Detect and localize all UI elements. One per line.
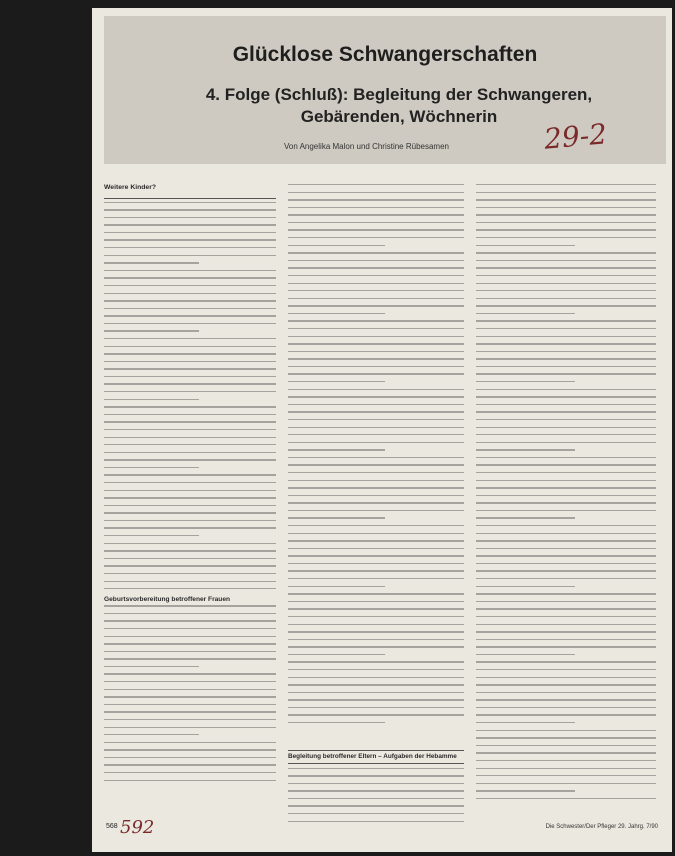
text-line [104, 605, 276, 606]
text-line [476, 404, 656, 405]
text-line [476, 517, 575, 518]
text-line [104, 474, 276, 475]
text-line [476, 707, 656, 708]
text-line [288, 586, 385, 587]
text-line [288, 320, 464, 321]
text-line [104, 399, 199, 400]
text-line [288, 389, 464, 390]
text-line [288, 229, 464, 230]
text-line [476, 548, 656, 549]
text-line [288, 464, 464, 465]
text-line [476, 336, 656, 337]
text-line [104, 628, 276, 629]
text-line [476, 578, 656, 579]
text-line [288, 419, 464, 420]
page-number: 568 [106, 823, 118, 830]
text-line [288, 798, 464, 799]
text-line [288, 631, 464, 632]
text-line [476, 783, 656, 784]
text-line [476, 631, 656, 632]
text-line [104, 270, 276, 271]
text-line [288, 540, 464, 541]
text-line [104, 535, 199, 536]
text-line [104, 573, 276, 574]
text-line [104, 742, 276, 743]
text-line [104, 636, 276, 637]
text-line [104, 505, 276, 506]
text-line [104, 308, 276, 309]
column-2-box-heading: Begleitung betroffener Eltern – Aufgaben der Hebamme [288, 750, 464, 764]
text-line [104, 543, 276, 544]
text-line [476, 457, 656, 458]
text-line [476, 714, 656, 715]
text-line [476, 677, 656, 678]
text-line [288, 373, 464, 374]
text-line [476, 730, 656, 731]
text-line [104, 658, 276, 659]
text-line [104, 421, 276, 422]
text-line [288, 768, 464, 769]
text-line [104, 613, 276, 614]
text-line [476, 442, 656, 443]
text-line [288, 525, 464, 526]
column-1 [104, 184, 276, 787]
text-line [288, 813, 464, 814]
text-line [288, 381, 385, 382]
handwritten-page-number: 592 [120, 817, 155, 838]
text-line [476, 267, 656, 268]
text-line [288, 722, 385, 723]
text-line [288, 639, 464, 640]
text-line [288, 275, 464, 276]
text-line [104, 437, 276, 438]
text-line [104, 277, 276, 278]
text-line [476, 661, 656, 662]
text-line [288, 336, 464, 337]
column-1-text-block [104, 202, 276, 590]
divider [104, 198, 276, 199]
text-line [476, 411, 656, 412]
page-title: Glücklose Schwangerschaften [232, 43, 538, 66]
text-line [476, 646, 656, 647]
text-line [104, 330, 199, 331]
text-line [288, 677, 464, 678]
document-page [92, 8, 672, 852]
text-line [104, 643, 276, 644]
text-line [104, 467, 199, 468]
text-line [104, 512, 276, 513]
text-line [288, 480, 464, 481]
text-line [476, 699, 656, 700]
text-line [104, 232, 276, 233]
text-line [104, 711, 276, 712]
text-line [288, 298, 464, 299]
text-line [288, 449, 385, 450]
text-line [288, 366, 464, 367]
text-line [288, 563, 464, 564]
text-line [288, 290, 464, 291]
text-line [104, 209, 276, 210]
text-line [104, 255, 276, 256]
text-line [104, 764, 276, 765]
text-line [288, 661, 464, 662]
text-line [476, 563, 656, 564]
text-line [476, 669, 656, 670]
text-line [288, 313, 385, 314]
text-line [476, 313, 575, 314]
text-line [104, 651, 276, 652]
text-line [288, 222, 464, 223]
text-line [288, 502, 464, 503]
text-line [476, 540, 656, 541]
text-line [288, 669, 464, 670]
text-line [476, 192, 656, 193]
text-line [476, 275, 656, 276]
text-line [104, 490, 276, 491]
text-line [288, 533, 464, 534]
text-line [476, 358, 656, 359]
text-line [476, 798, 656, 799]
column-2-text-block [288, 184, 464, 723]
text-line [104, 247, 276, 248]
text-line [104, 704, 276, 705]
text-line [476, 495, 656, 496]
text-line [288, 457, 464, 458]
text-line [476, 790, 575, 791]
text-line [288, 555, 464, 556]
text-line [476, 768, 656, 769]
text-line [476, 252, 656, 253]
text-line [476, 593, 656, 594]
text-line [104, 482, 276, 483]
text-line [104, 323, 276, 324]
text-line [288, 267, 464, 268]
text-line [476, 245, 575, 246]
text-line [476, 229, 656, 230]
text-line [476, 305, 656, 306]
text-line [288, 396, 464, 397]
text-line [288, 714, 464, 715]
text-line [104, 368, 276, 369]
text-line [104, 346, 276, 347]
text-line [104, 520, 276, 521]
text-line [288, 517, 385, 518]
text-line [104, 772, 276, 773]
page-subtitle: 4. Folge (Schluß): Begleitung der Schwangeren, Gebärenden, Wöchnerin [205, 85, 593, 126]
text-line [104, 383, 276, 384]
text-line [288, 260, 464, 261]
text-line [476, 207, 656, 208]
text-line [104, 666, 199, 667]
text-line [288, 821, 464, 822]
text-line [476, 351, 656, 352]
authors-line: Von Angelika Malon und Christine Rübesamen [284, 142, 449, 151]
text-line [104, 719, 276, 720]
text-line [104, 414, 276, 415]
handwritten-note: 29-2 [542, 117, 609, 156]
text-line [476, 260, 656, 261]
text-line [476, 328, 656, 329]
text-line [288, 472, 464, 473]
text-line [476, 199, 656, 200]
column-2-lower [288, 740, 464, 828]
text-line [104, 391, 276, 392]
text-line [288, 624, 464, 625]
text-line [104, 293, 276, 294]
text-line [288, 199, 464, 200]
text-line [476, 510, 656, 511]
text-line [288, 775, 464, 776]
text-line [288, 548, 464, 549]
text-line [288, 487, 464, 488]
text-line [104, 497, 276, 498]
column-1-subheading: Geburtsvorbereitung betroffener Frauen [104, 595, 231, 603]
text-line [288, 510, 464, 511]
text-line [476, 525, 656, 526]
text-line [104, 452, 276, 453]
text-line [288, 707, 464, 708]
text-line [476, 570, 656, 571]
text-line [476, 480, 656, 481]
text-line [104, 565, 276, 566]
text-line [476, 745, 656, 746]
text-line [476, 343, 656, 344]
column-1-text-block-2 [104, 605, 276, 781]
text-line [476, 737, 656, 738]
text-line [104, 681, 276, 682]
text-line [476, 419, 656, 420]
text-line [288, 411, 464, 412]
text-line [476, 381, 575, 382]
text-line [104, 673, 276, 674]
text-line [476, 366, 656, 367]
text-line [476, 555, 656, 556]
text-line [288, 328, 464, 329]
text-line [104, 300, 276, 301]
text-line [476, 396, 656, 397]
text-line [476, 427, 656, 428]
text-line [104, 527, 276, 528]
text-line [476, 298, 656, 299]
text-line [288, 578, 464, 579]
text-line [288, 442, 464, 443]
text-line [288, 237, 464, 238]
text-line [104, 361, 276, 362]
text-line [476, 533, 656, 534]
text-line [476, 472, 656, 473]
text-line [288, 790, 464, 791]
text-line [476, 760, 656, 761]
text-line [476, 586, 575, 587]
text-line [288, 699, 464, 700]
text-line [104, 581, 276, 582]
text-line [288, 570, 464, 571]
text-line [288, 684, 464, 685]
text-line [104, 689, 276, 690]
text-line [476, 684, 656, 685]
text-line [476, 222, 656, 223]
text-line [104, 780, 276, 781]
column-3-text-block [476, 184, 656, 799]
text-line [104, 588, 276, 589]
text-line [104, 315, 276, 316]
text-line [104, 429, 276, 430]
text-line [104, 459, 276, 460]
text-line [288, 783, 464, 784]
text-line [476, 237, 656, 238]
column-3 [476, 184, 656, 805]
text-line [104, 444, 276, 445]
text-line [288, 184, 464, 185]
text-line [476, 487, 656, 488]
text-line [288, 214, 464, 215]
text-line [476, 692, 656, 693]
text-line [476, 775, 656, 776]
text-line [476, 722, 575, 723]
text-line [104, 749, 276, 750]
text-line [288, 427, 464, 428]
text-line [288, 305, 464, 306]
text-line [476, 320, 656, 321]
text-line [104, 239, 276, 240]
text-line [476, 608, 656, 609]
text-line [476, 654, 575, 655]
text-line [288, 207, 464, 208]
text-line [104, 262, 199, 263]
text-line [104, 757, 276, 758]
text-line [288, 654, 385, 655]
text-line [288, 495, 464, 496]
text-line [104, 734, 199, 735]
text-line [288, 646, 464, 647]
column-2 [288, 184, 464, 730]
text-line [104, 558, 276, 559]
text-line [104, 338, 276, 339]
text-line [476, 624, 656, 625]
text-line [288, 616, 464, 617]
text-line [104, 727, 276, 728]
text-line [476, 464, 656, 465]
text-line [476, 616, 656, 617]
column-2-text-block-2 [288, 768, 464, 822]
text-line [288, 283, 464, 284]
journal-footer: Die Schwester/Der Pfleger 29. Jahrg. 7/90 [545, 824, 658, 830]
text-line [288, 343, 464, 344]
text-line [476, 449, 575, 450]
text-line [288, 692, 464, 693]
text-line [104, 224, 276, 225]
text-line [288, 245, 385, 246]
text-line [104, 285, 276, 286]
text-line [104, 620, 276, 621]
text-line [476, 214, 656, 215]
text-line [476, 290, 656, 291]
text-line [288, 404, 464, 405]
text-line [104, 202, 276, 203]
column-1-heading: Weitere Kinder? [104, 184, 156, 191]
text-line [104, 550, 276, 551]
text-line [476, 639, 656, 640]
text-line [476, 389, 656, 390]
text-line [288, 358, 464, 359]
text-line [288, 252, 464, 253]
text-line [104, 376, 276, 377]
header-box [104, 16, 666, 164]
text-line [104, 353, 276, 354]
text-line [288, 351, 464, 352]
text-line [476, 283, 656, 284]
text-line [476, 502, 656, 503]
text-line [288, 434, 464, 435]
text-line [288, 608, 464, 609]
text-line [288, 601, 464, 602]
text-line [288, 192, 464, 193]
text-line [476, 434, 656, 435]
text-line [476, 752, 656, 753]
text-line [288, 593, 464, 594]
text-line [476, 601, 656, 602]
text-line [104, 217, 276, 218]
text-line [104, 406, 276, 407]
text-line [288, 805, 464, 806]
text-line [476, 184, 656, 185]
text-line [104, 696, 276, 697]
text-line [476, 373, 656, 374]
